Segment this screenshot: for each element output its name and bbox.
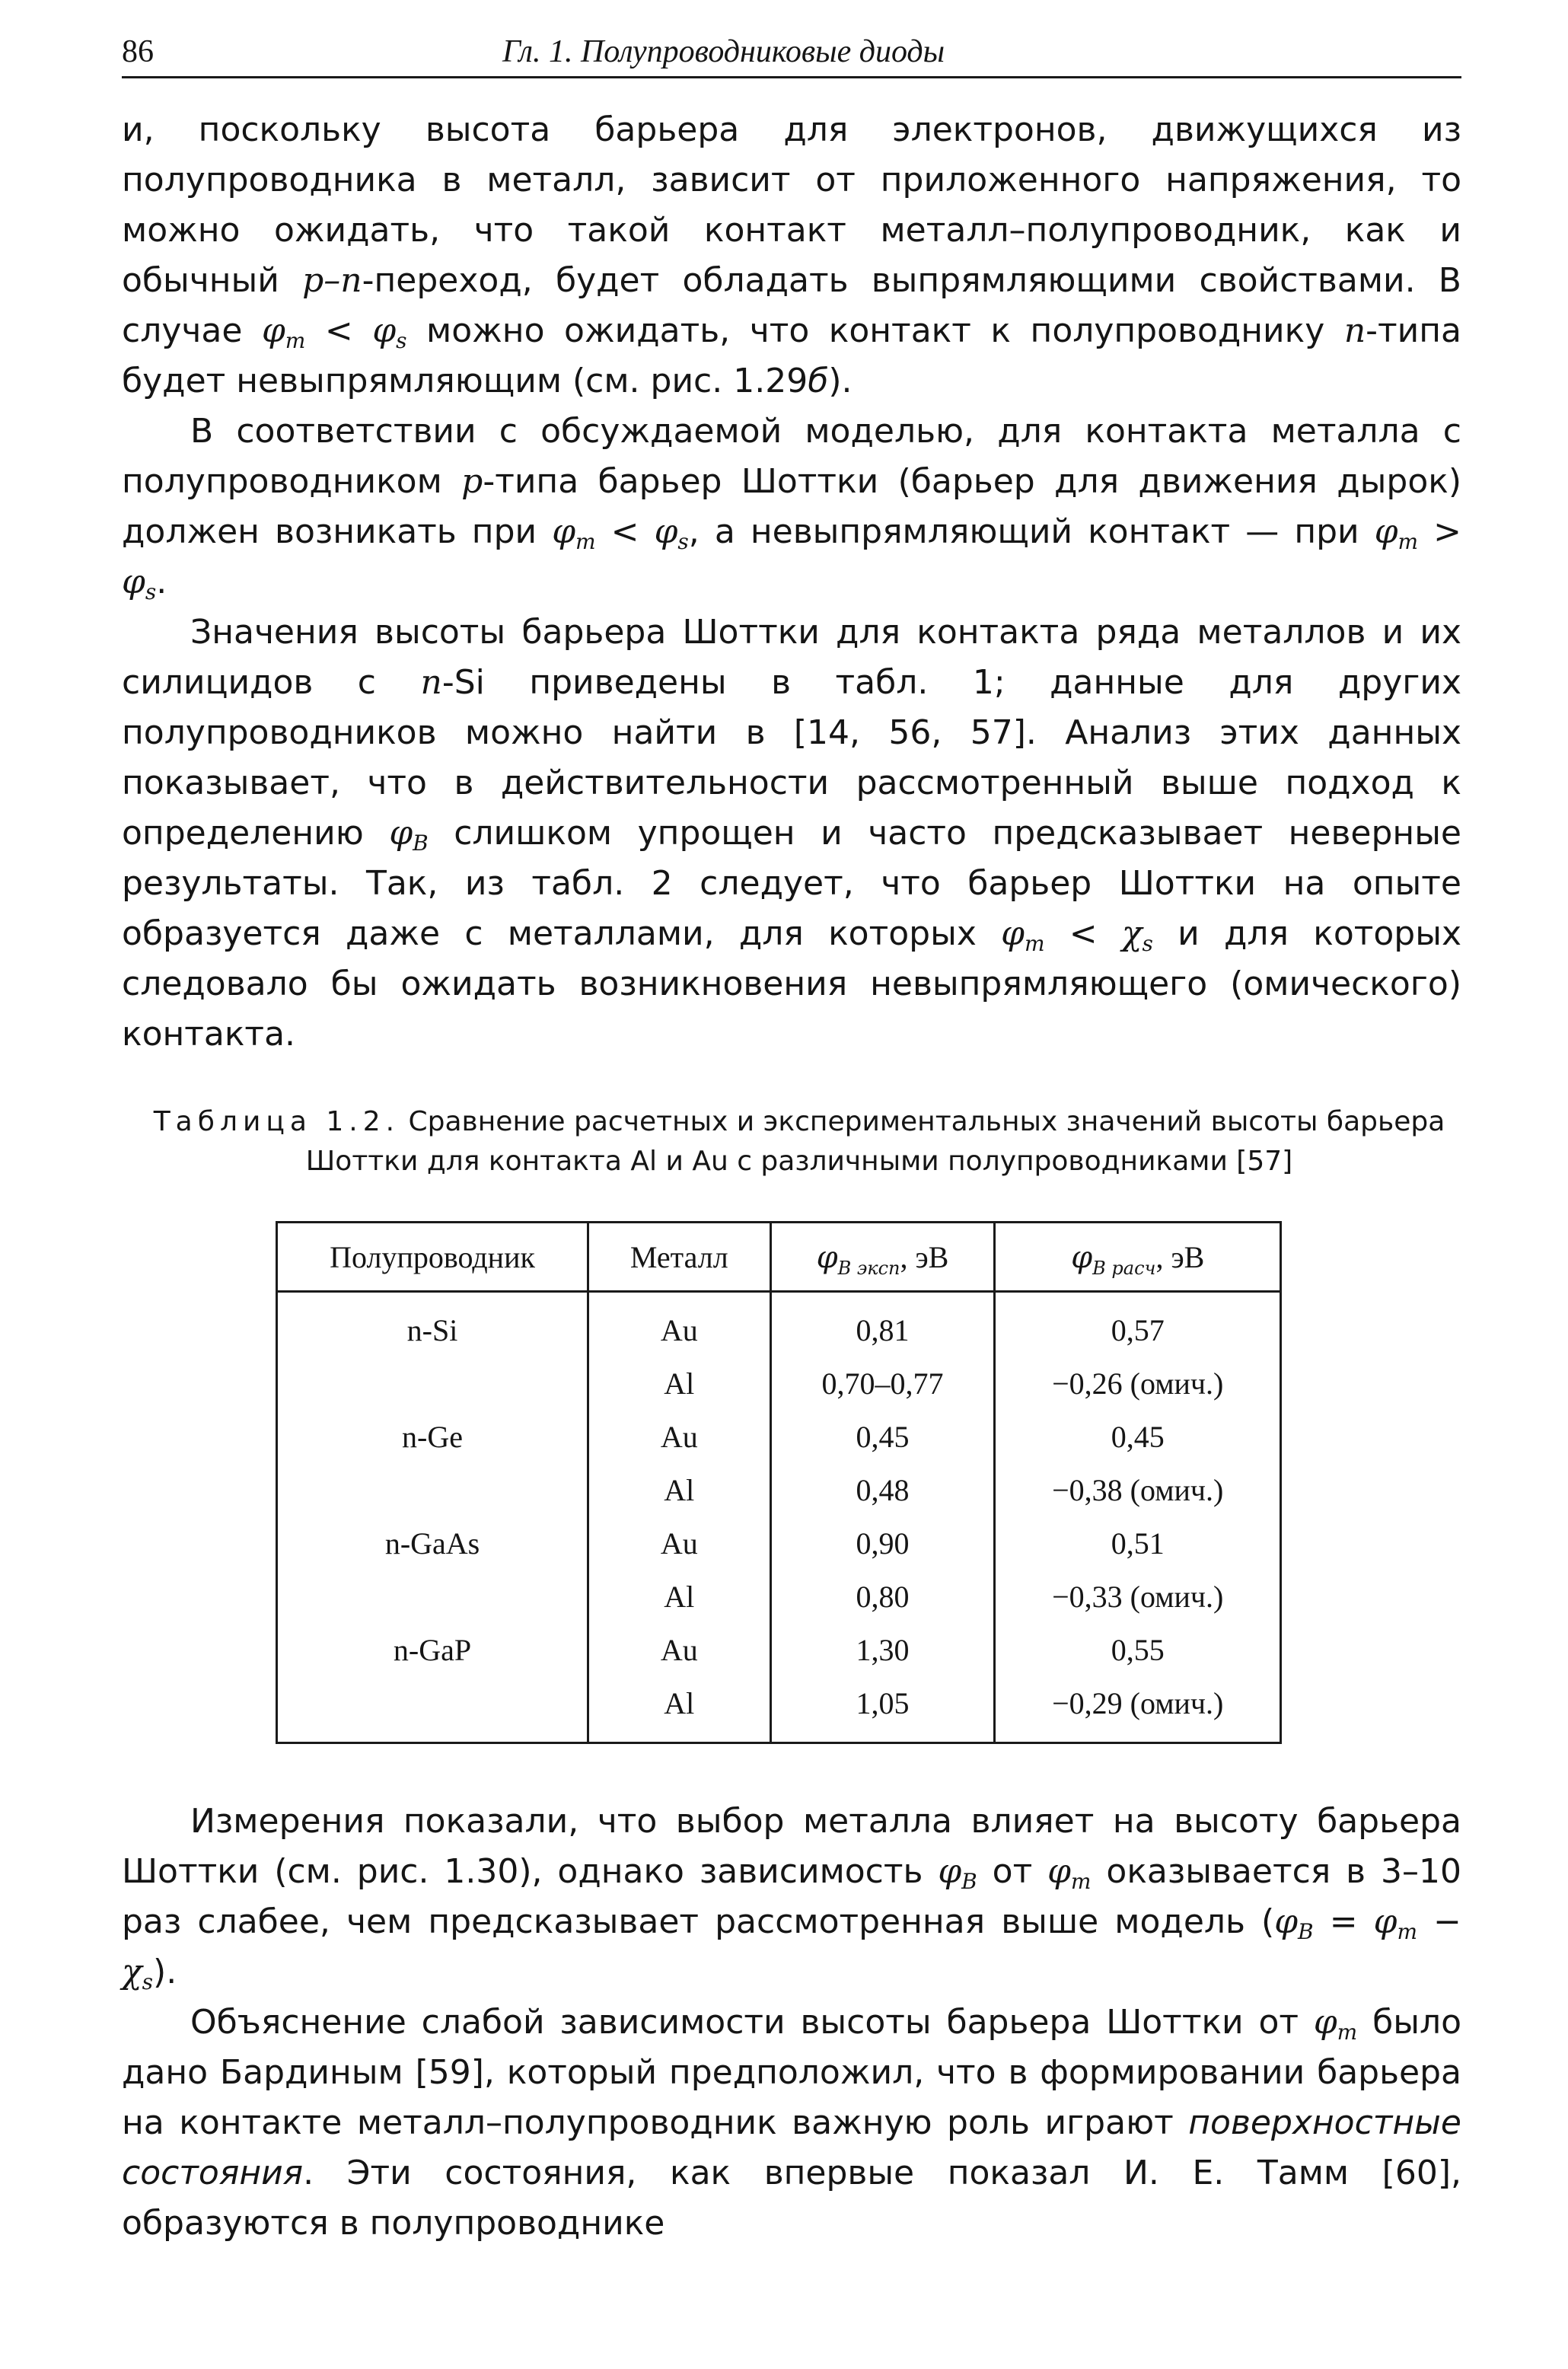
- table-row: [277, 1676, 1281, 1743]
- cell-phi-calc: 0,55: [995, 1623, 1281, 1676]
- math-sub: B расч: [1092, 1257, 1156, 1279]
- table-caption-label: Таблица 1.2.: [153, 1106, 400, 1137]
- emphasized-term: поверхностные состояния: [122, 2103, 1461, 2192]
- running-title: Гл. 1. Полупроводниковые диоды: [502, 34, 945, 69]
- math-sub: m: [1070, 1869, 1092, 1894]
- text-run: ).: [828, 362, 853, 400]
- text-block-top: [122, 105, 1461, 1060]
- text-run: слишком упрощен и часто предсказывает неверные результаты. Так, из табл. 2 следует, что барьер Шоттки на опыте образуется даже с металлами, для которых: [122, 814, 1461, 953]
- text-run: -Si приведены в табл. 1; данные для других полупроводников можно найти в [14, 56, 57]. Анализ этих данных показывает, что в действительности рассмотренный выше подход к определению: [122, 663, 1461, 853]
- cell-semiconductor: n-GaAs: [277, 1516, 588, 1570]
- cell-phi-exp: 0,81: [770, 1292, 995, 1357]
- cell-semiconductor: n-Ge: [277, 1410, 588, 1463]
- math-phi: φ: [1071, 1239, 1093, 1275]
- math-chi: χ: [1121, 914, 1143, 953]
- cell-phi-exp: 0,80: [770, 1570, 995, 1623]
- table-row: [277, 1410, 1281, 1463]
- paragraph-1: [122, 105, 1461, 407]
- cell-phi-calc: 0,57: [995, 1292, 1281, 1357]
- math-op: <: [595, 512, 655, 551]
- math-op: =: [1313, 1902, 1374, 1941]
- text-run: оказывается в 3–10 раз слабее, чем предсказывает рассмотренная выше модель (: [122, 1852, 1461, 1941]
- math-phi: φ: [372, 311, 397, 350]
- math-phi: φ: [1001, 914, 1025, 953]
- cell-phi-calc: −0,29 (омич.): [995, 1676, 1281, 1743]
- col-phi-exp: [770, 1223, 995, 1292]
- cell-phi-calc: −0,38 (омич.): [995, 1463, 1281, 1516]
- math-sub: m: [1397, 1919, 1418, 1944]
- text-run: Измерения показали, что выбор металла влияет на высоту барьера Шоттки (см. рис. 1.30), однако зависимость: [122, 1802, 1461, 1891]
- text-run: Объяснение слабой зависимости высоты барьера Шоттки от: [190, 2003, 1314, 2042]
- math-chi: χ: [122, 1953, 142, 1991]
- col-semiconductor: Полупроводник: [277, 1223, 588, 1292]
- table-header-row: [277, 1223, 1281, 1292]
- text-run: и для которых следовало бы ожидать возникновения невыпрямляющего (омического) контакта.: [122, 914, 1462, 1054]
- cell-phi-calc: −0,33 (омич.): [995, 1570, 1281, 1623]
- math-sub: B: [961, 1869, 977, 1894]
- math-phi: φ: [1047, 1852, 1071, 1891]
- math-pn: p–n: [302, 261, 362, 300]
- math-sub: s: [142, 1969, 154, 1994]
- table-row: [277, 1570, 1281, 1623]
- cell-metal: Au: [588, 1516, 770, 1570]
- math-sub: B эксп: [837, 1257, 900, 1279]
- math-phi: φ: [1274, 1902, 1299, 1941]
- math-op: <: [305, 311, 373, 350]
- math-sub: m: [285, 328, 306, 353]
- math-phi: φ: [1313, 2003, 1337, 2042]
- math-n: n: [1343, 311, 1366, 350]
- math-sub: m: [575, 529, 596, 554]
- table-row: [277, 1292, 1281, 1357]
- math-phi: φ: [938, 1852, 962, 1891]
- math-op: <: [1044, 914, 1122, 953]
- math-sub: B: [413, 831, 429, 856]
- math-sub: s: [677, 529, 689, 554]
- cell-phi-exp: 0,45: [770, 1410, 995, 1463]
- math-sub: s: [145, 579, 157, 604]
- text-run: -типа барьер Шоттки (барьер для движения дырок) должен возникать при: [122, 462, 1462, 551]
- math-phi: φ: [552, 512, 575, 551]
- barrier-height-table: [276, 1221, 1282, 1744]
- cell-phi-exp: 0,48: [770, 1463, 995, 1516]
- cell-metal: Al: [588, 1357, 770, 1410]
- paragraph-4: [122, 1797, 1461, 1998]
- math-sub: m: [1337, 2020, 1358, 2045]
- text-run: . Эти состояния, как впервые показал И. Е. Тамм [60], образуются в полупроводнике: [122, 2154, 1461, 2243]
- math-phi: φ: [122, 563, 145, 601]
- math-n: n: [420, 663, 442, 702]
- cell-semiconductor: [277, 1676, 588, 1743]
- cell-phi-calc: −0,26 (омич.): [995, 1357, 1281, 1410]
- text-run: , а невыпрямляющий контакт — при: [688, 512, 1375, 551]
- math-phi: φ: [654, 512, 678, 551]
- math-phi: φ: [816, 1239, 838, 1275]
- cell-semiconductor: n-Si: [277, 1292, 588, 1357]
- math-op: >: [1418, 512, 1462, 551]
- math-sub: m: [1024, 931, 1045, 956]
- unit-label: , эВ: [900, 1239, 949, 1274]
- cell-metal: Al: [588, 1676, 770, 1743]
- text-run: Значения высоты барьера Шоттки для контакта ряда металлов и их силицидов с: [122, 613, 1461, 702]
- table-row: [277, 1623, 1281, 1676]
- col-phi-calc: [995, 1223, 1281, 1292]
- math-op: −: [1417, 1902, 1462, 1941]
- cell-semiconductor: n-GaP: [277, 1623, 588, 1676]
- math-phi: φ: [1373, 1902, 1397, 1941]
- cell-semiconductor: [277, 1463, 588, 1516]
- cell-semiconductor: [277, 1570, 588, 1623]
- table-row: [277, 1516, 1281, 1570]
- cell-metal: Al: [588, 1463, 770, 1516]
- cell-semiconductor: [277, 1357, 588, 1410]
- math-p: p: [461, 462, 483, 501]
- cell-phi-exp: 1,05: [770, 1676, 995, 1743]
- math-sub: m: [1397, 529, 1419, 554]
- cell-phi-exp: 0,90: [770, 1516, 995, 1570]
- math-phi: φ: [1374, 512, 1398, 551]
- cell-metal: Au: [588, 1292, 770, 1357]
- table-row: [277, 1357, 1281, 1410]
- paragraph-2: [122, 407, 1461, 607]
- unit-label: , эВ: [1155, 1239, 1205, 1274]
- paragraph-5: [122, 1998, 1461, 2249]
- math-sub: s: [396, 328, 407, 353]
- running-header: [122, 30, 1461, 78]
- paragraph-3: [122, 607, 1461, 1060]
- math-phi: φ: [389, 814, 413, 853]
- math-phi: φ: [261, 311, 285, 350]
- cell-phi-calc: 0,51: [995, 1516, 1281, 1570]
- cell-phi-exp: 0,70–0,77: [770, 1357, 995, 1410]
- cell-metal: Al: [588, 1570, 770, 1623]
- text-run: было дано Бардиным [59], который предположил, что в формировании барьера на контакте металл–полупроводник важную роль играют: [122, 2003, 1461, 2142]
- cell-phi-calc: 0,45: [995, 1410, 1281, 1463]
- text-run: -типа будет невыпрямляющим (см. рис. 1.29: [122, 311, 1462, 400]
- math-sub: s: [1142, 931, 1153, 956]
- text-run: от: [977, 1852, 1048, 1891]
- table-caption: [145, 1102, 1454, 1181]
- figure-letter: б: [808, 362, 829, 400]
- table-row: [277, 1463, 1281, 1516]
- text-run: можно ожидать, что контакт к полупроводнику: [406, 311, 1344, 350]
- text-run: В соответствии с обсуждаемой моделью, для контакта металла с полупроводником: [122, 412, 1461, 501]
- math-sub: B: [1298, 1919, 1314, 1944]
- text-run: ).: [153, 1953, 177, 1991]
- text-run: -переход, будет обладать выпрямляющими свойствами. В случае: [122, 261, 1461, 350]
- cell-phi-exp: 1,30: [770, 1623, 995, 1676]
- page-number: 86: [122, 34, 154, 69]
- cell-metal: Au: [588, 1410, 770, 1463]
- col-metal: Металл: [588, 1223, 770, 1292]
- cell-metal: Au: [588, 1623, 770, 1676]
- text-run: .: [156, 563, 167, 601]
- table-caption-text: Сравнение расчетных и экспериментальных значений высоты барьера Шоттки для контакта Al и Au с различными полупроводниками [57]: [305, 1106, 1445, 1177]
- text-run: и, поскольку высота барьера для электронов, движущихся из полупроводника в металл, зависит от приложенного напряжения, то можно ожидать, что такой контакт металл–полупроводник, как и обычный: [122, 110, 1461, 300]
- text-block-bottom: [122, 1797, 1461, 2249]
